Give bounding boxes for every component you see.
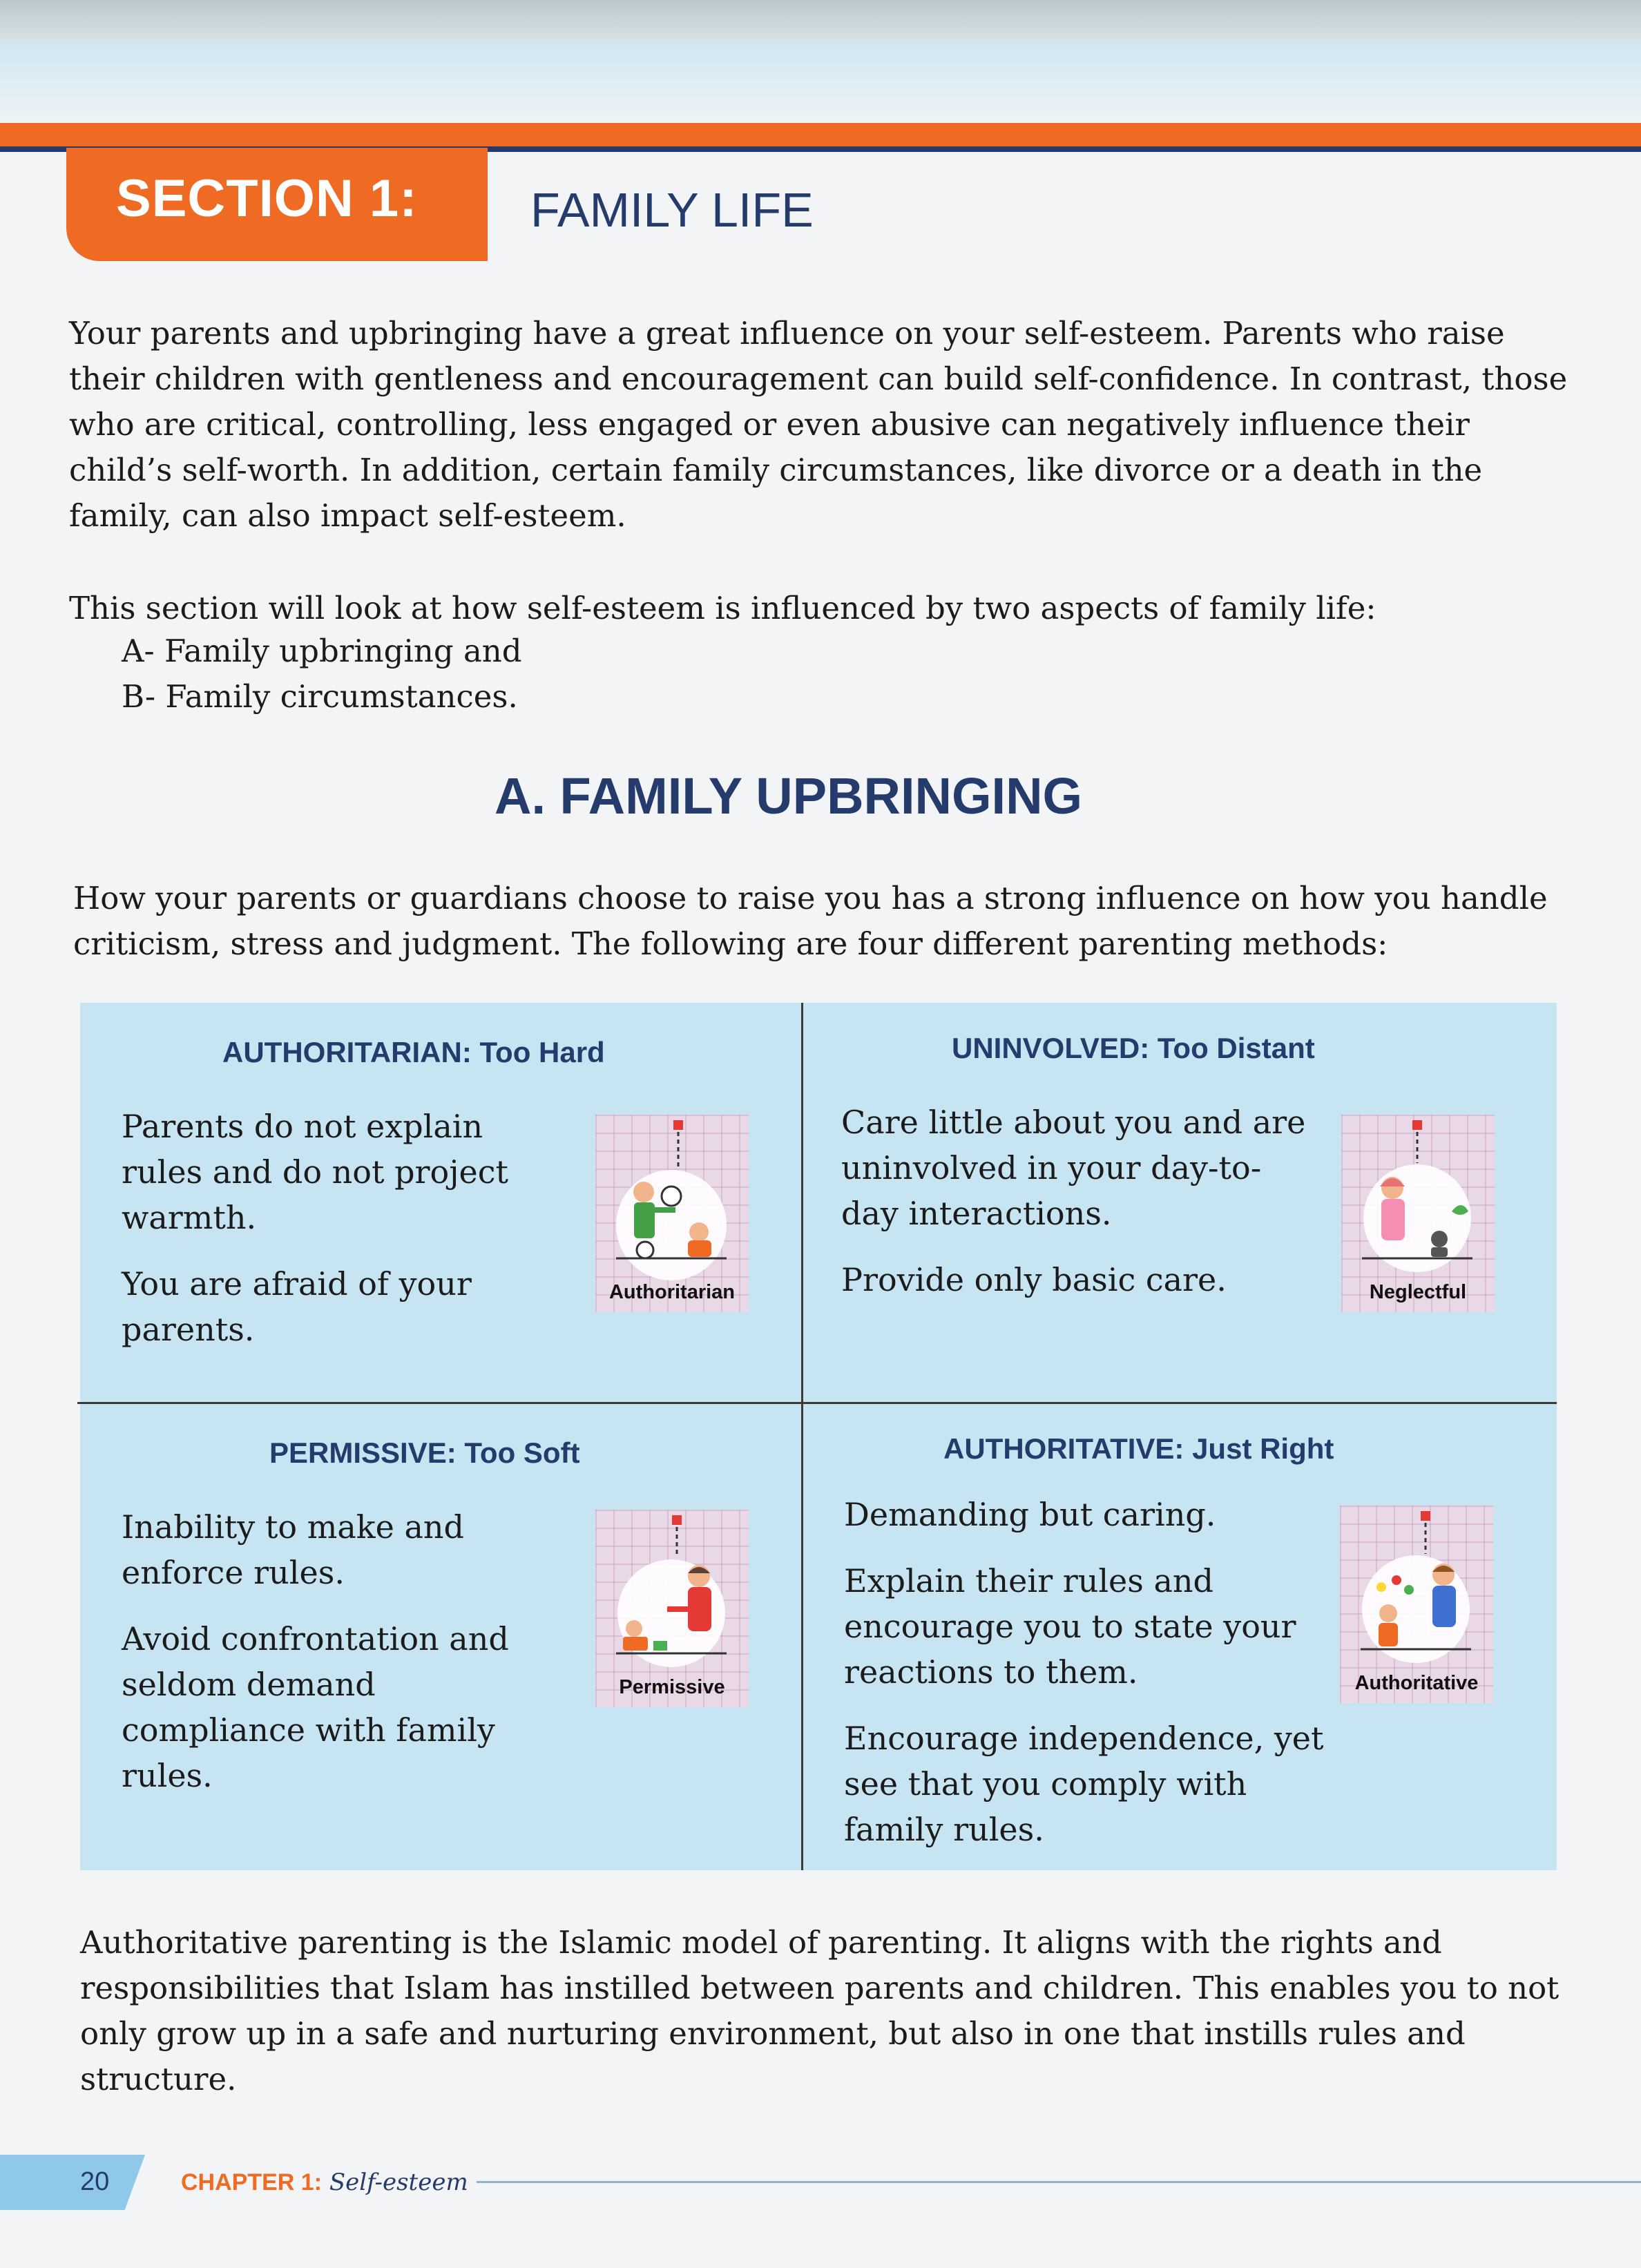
permissive-heading: PERMISSIVE: Too Soft (269, 1436, 580, 1469)
panel-divider-vertical (801, 1003, 803, 1870)
subsection-heading: A. FAMILY UPBRINGING (495, 767, 1083, 825)
permissive-point: Inability to make and enforce rules. (122, 1508, 464, 1591)
aspects-list (122, 628, 522, 720)
page-top-edge (0, 0, 1641, 41)
page-top-fade (0, 41, 1641, 124)
uninvolved-heading: UNINVOLVED: Too Distant (952, 1032, 1315, 1064)
closing-paragraph: Authoritative parenting is the Islamic model of parenting. It aligns with the rights and responsibilities that Islam has instilled between parents and children. This enables you to not only grow up in a safe and nurturing environment, but also in one that instills rules and structure. (80, 1924, 1560, 2097)
neglectful-illustration (1341, 1115, 1495, 1312)
authoritarian-illustration (595, 1115, 749, 1312)
chapter-label (181, 2169, 468, 2196)
list-item: A- Family upbringing and (122, 633, 522, 669)
authoritative-point: Explain their rules and encourage you to state your reactions to them. (844, 1562, 1296, 1691)
authoritative-illustration (1340, 1506, 1493, 1703)
authoritarian-caption: Authoritarian (608, 1281, 736, 1303)
neglectful-caption: Neglectful (1369, 1281, 1467, 1303)
intro-paragraph: Your parents and upbringing have a great influence on your self-esteem. Parents who raise their children with gentleness and encouragement can build self-confidence. In contrast, those who are critical, controlling, less engaged or even abusive can negatively influence their child’s self-worth. In addition, certain family circumstances, like divorce or a death in the family, can also impact self-esteem. (69, 315, 1568, 534)
authoritative-text (844, 1492, 1327, 1873)
authoritarian-text (122, 1104, 564, 1373)
authoritative-heading: AUTHORITATIVE: Just Right (943, 1432, 1334, 1465)
chapter-name: Self-esteem (329, 2169, 468, 2196)
authoritarian-point: Parents do not explain rules and do not project warmth. (122, 1108, 508, 1236)
authoritative-caption: Authoritative (1354, 1672, 1479, 1694)
header-orange-bar (0, 123, 1641, 146)
chapter-number: CHAPTER 1: (181, 2169, 323, 2195)
permissive-caption: Permissive (619, 1676, 725, 1698)
permissive-text (122, 1504, 564, 1819)
list-item: B- Family circumstances. (122, 678, 518, 715)
authoritative-point: Encourage independence, yet see that you comply with family rules. (844, 1720, 1324, 1848)
uninvolved-point: Care little about you and are uninvolved in your day-to-day interactions. (841, 1104, 1306, 1232)
authoritarian-heading: AUTHORITARIAN: Too Hard (222, 1036, 605, 1068)
uninvolved-point: Provide only basic care. (841, 1261, 1227, 1298)
permissive-point: Avoid confrontation and seldom demand compliance with family rules. (122, 1620, 509, 1794)
section-label: SECTION 1: (116, 169, 418, 228)
upbringing-paragraph: How your parents or guardians choose to raise you has a strong influence on how you handle criticism, stress and judgment. The following are four different parenting methods: (73, 880, 1548, 962)
authoritative-point: Demanding but caring. (844, 1496, 1216, 1533)
permissive-illustration (595, 1510, 749, 1707)
footer-page-tab (0, 2155, 145, 2210)
page-number: 20 (80, 2167, 110, 2196)
list-intro: This section will look at how self-esteem is influenced by two aspects of family life: (69, 590, 1376, 626)
uninvolved-text (841, 1099, 1311, 1323)
section-title: FAMILY LIFE (530, 183, 814, 237)
panel-divider-horizontal (77, 1402, 1557, 1404)
footer-rule (477, 2181, 1641, 2183)
authoritarian-point: You are afraid of your parents. (122, 1265, 472, 1348)
